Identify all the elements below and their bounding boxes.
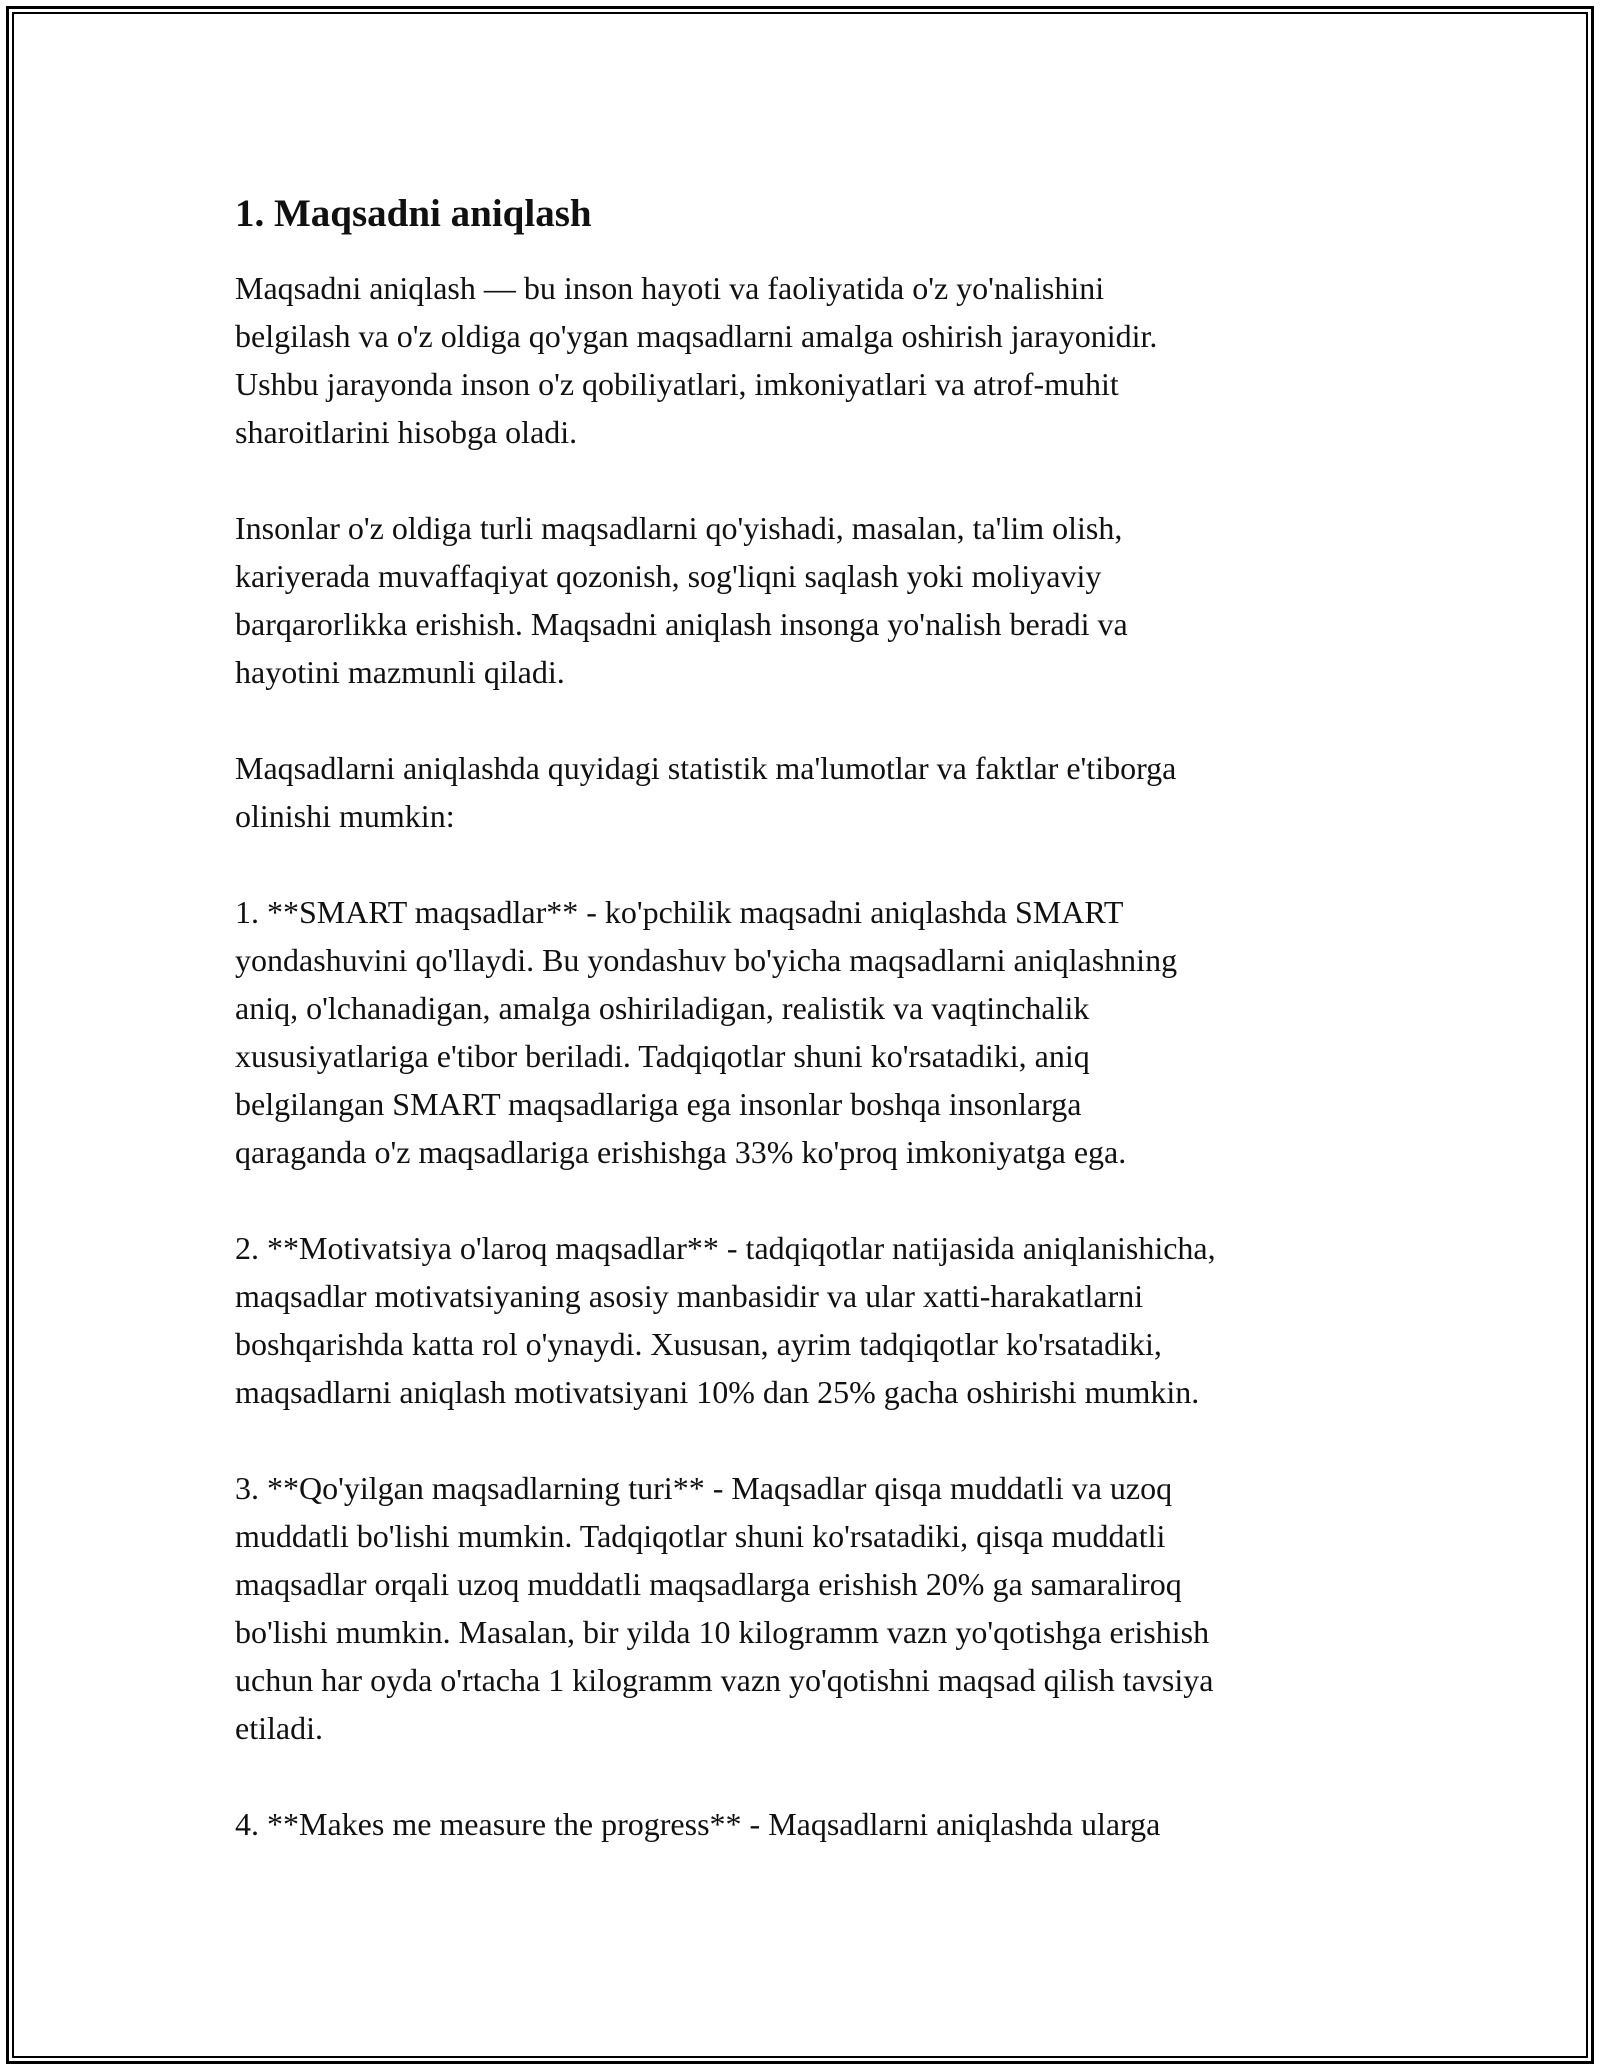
text-line: uchun har oyda o'rtacha 1 kilogramm vazn yo'qotishni maqsad qilish tavsiya [235,1662,1214,1698]
text-line: 1. **SMART maqsadlar** - ko'pchilik maqsadni aniqlashda SMART [235,894,1124,930]
text-line: etiladi. [235,1710,323,1746]
list-item-measure-progress [235,1800,1415,1848]
text-line: Insonlar o'z oldiga turli maqsadlarni qo'yishadi, masalan, ta'lim olish, [235,510,1123,546]
text-line: maqsadlar orqali uzoq muddatli maqsadlarga erishish 20% ga samaraliroq [235,1566,1182,1602]
paragraph-statistics-intro [235,744,1415,840]
text-line: aniq, o'lchanadigan, amalga oshiriladigan, realistik va vaqtinchalik [235,990,1090,1026]
text-line: 2. **Motivatsiya o'laroq maqsadlar** - tadqiqotlar natijasida aniqlanishicha, [235,1230,1216,1266]
list-item-motivation [235,1224,1415,1416]
text-line: barqarorlikka erishish. Maqsadni aniqlash insonga yo'nalish beradi va [235,606,1128,642]
document-body [235,188,1415,1848]
text-line: Ushbu jarayonda inson o'z qobiliyatlari, imkoniyatlari va atrof-muhit [235,366,1119,402]
text-line: maqsadlar motivatsiyaning asosiy manbasidir va ular xatti-harakatlarni [235,1278,1144,1314]
paragraph-intro [235,264,1415,456]
text-line: sharoitlarini hisobga oladi. [235,414,578,450]
text-line: yondashuvini qo'llaydi. Bu yondashuv bo'yicha maqsadlarni aniqlashning [235,942,1178,978]
text-line: muddatli bo'lishi mumkin. Tadqiqotlar shuni ko'rsatadiki, qisqa muddatli [235,1518,1166,1554]
text-line: bo'lishi mumkin. Masalan, bir yilda 10 kilogramm vazn yo'qotishga erishish [235,1614,1210,1650]
text-line: 4. **Makes me measure the progress** - Maqsadlarni aniqlashda ularga [235,1806,1161,1842]
text-line: xususiyatlariga e'tibor beriladi. Tadqiqotlar shuni ko'rsatadiki, aniq [235,1038,1090,1074]
text-line: boshqarishda katta rol o'ynaydi. Xususan, ayrim tadqiqotlar ko'rsatadiki, [235,1326,1162,1362]
list-item-smart-goals [235,888,1415,1176]
text-line: 3. **Qo'yilgan maqsadlarning turi** - Maqsadlar qisqa muddatli va uzoq [235,1470,1173,1506]
text-line: qaraganda o'z maqsadlariga erishishga 33% ko'proq imkoniyatga ega. [235,1134,1127,1170]
text-line: belgilash va o'z oldiga qo'ygan maqsadlarni amalga oshirish jarayonidir. [235,318,1158,354]
text-line: olinishi mumkin: [235,798,455,834]
text-line: Maqsadlarni aniqlashda quyidagi statistik ma'lumotlar va faktlar e'tiborga [235,750,1177,786]
text-line: maqsadlarni aniqlash motivatsiyani 10% dan 25% gacha oshirishi mumkin. [235,1374,1200,1410]
text-line: Maqsadni aniqlash — bu inson hayoti va faoliyatida o'z yo'nalishini [235,270,1105,306]
paragraph-goals-examples [235,504,1415,696]
text-line: hayotini mazmunli qiladi. [235,654,565,690]
text-line: belgilangan SMART maqsadlariga ega insonlar boshqa insonlarga [235,1086,1082,1122]
text-line: kariyerada muvaffaqiyat qozonish, sog'liqni saqlash yoki moliyaviy [235,558,1102,594]
list-item-goal-types [235,1464,1415,1752]
document-title: 1. Maqsadni aniqlash [235,192,592,235]
